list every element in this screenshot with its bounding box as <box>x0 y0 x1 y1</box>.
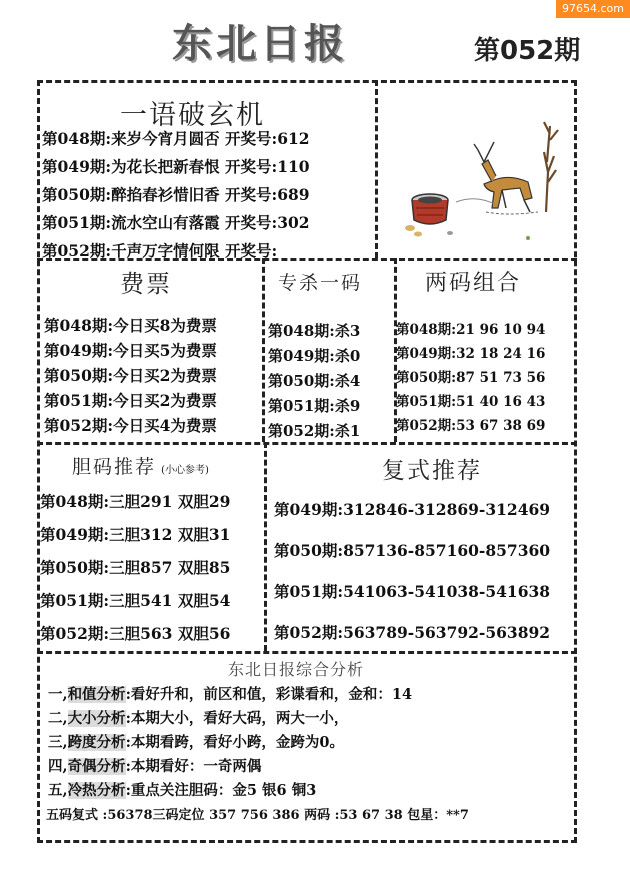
analysis-text: :重点关注胆码：金5 银6 铜3 <box>125 782 317 799</box>
kill-row: 第051期:杀9 <box>268 397 361 415</box>
combo-title: 两码组合 <box>425 271 522 296</box>
free-row: 第050期:今日买2为费票 <box>44 366 217 385</box>
free-title: 费票 <box>120 270 172 298</box>
dan-heading <box>72 452 209 479</box>
draw-number: 302 <box>277 213 310 232</box>
multi-row: 第052期:563789-563792-563892 <box>274 623 551 642</box>
analysis-label: 和值分析 <box>67 686 126 703</box>
draw-label: 开奖号: <box>225 213 278 232</box>
kill-row: 第048期:杀3 <box>268 322 361 340</box>
watermark: 97654.com <box>556 0 630 18</box>
riddle-row <box>42 156 310 178</box>
draw-number: 612 <box>277 129 310 148</box>
draw-label: 开奖号: <box>225 185 278 204</box>
draw-number: 689 <box>277 185 310 204</box>
dan-list <box>40 491 230 656</box>
draw-label: 开奖号: <box>225 157 278 176</box>
period: 第050期: <box>42 185 112 204</box>
combo-row: 第048期:21 96 10 94 <box>396 322 546 338</box>
issue-number: 第052期 <box>474 36 581 66</box>
free-list <box>44 315 217 440</box>
analysis-row <box>48 756 412 780</box>
free-row: 第048期:今日买8为费票 <box>44 316 217 335</box>
draw-number: 110 <box>277 157 310 176</box>
analysis-index: 三, <box>48 734 68 751</box>
analysis-footer: 五码复式 :56378三码定位 357 756 386 两码 :53 67 38 包星：**7 <box>46 808 469 823</box>
riddle-text: 醉掐春衫惜旧香 <box>111 185 220 204</box>
analysis-text: :本期看好：一奇两偶 <box>125 758 262 775</box>
period: 第049期: <box>42 157 112 176</box>
riddle-title: 一语破玄机 <box>120 100 265 131</box>
free-row: 第051期:今日买2为费票 <box>44 391 217 410</box>
combo-row: 第049期:32 18 24 16 <box>396 346 546 362</box>
analysis-text: :本期大小，看好大码，两大一小， <box>125 710 349 727</box>
multi-row: 第051期:541063-541038-541638 <box>274 582 551 601</box>
analysis-title: 东北日报综合分析 <box>228 660 365 679</box>
combo-list <box>396 319 545 439</box>
dan-row: 第051期:三胆541 双胆54 <box>40 591 231 610</box>
dan-row: 第050期:三胆857 双胆85 <box>40 558 231 577</box>
riddle-list <box>42 128 310 262</box>
analysis-label: 跨度分析 <box>67 734 126 751</box>
kill-row: 第049期:杀0 <box>268 347 361 365</box>
riddle-row <box>42 240 310 262</box>
combo-row: 第052期:53 67 38 69 <box>396 418 546 434</box>
kill-row: 第050期:杀4 <box>268 372 361 390</box>
period: 第052期: <box>42 241 112 260</box>
riddle-row <box>42 184 310 206</box>
masthead-title: 东北日报 <box>172 21 348 67</box>
riddle-row <box>42 128 310 150</box>
draw-label: 开奖号: <box>225 129 278 148</box>
analysis-list <box>48 684 412 804</box>
multi-row: 第050期:857136-857160-857360 <box>274 541 551 560</box>
divider-v-free <box>262 258 265 442</box>
dan-title: 胆码推荐 <box>72 456 157 478</box>
period: 第051期: <box>42 213 112 232</box>
dan-caption: (小心参考) <box>161 465 209 476</box>
analysis-label: 冷热分析 <box>67 782 126 799</box>
period: 第048期: <box>42 129 112 148</box>
analysis-index: 四, <box>48 758 68 775</box>
analysis-row <box>48 708 412 732</box>
analysis-row <box>48 780 412 804</box>
analysis-index: 五, <box>48 782 68 799</box>
free-row: 第052期:今日买4为费票 <box>44 416 217 435</box>
analysis-text: :本期看跨，看好小跨，金跨为0。 <box>125 734 345 751</box>
riddle-text: 来岁今宵月圆否 <box>111 129 220 148</box>
multi-row: 第049期:312846-312869-312469 <box>274 500 551 519</box>
riddle-row <box>42 212 310 234</box>
divider-v-riddle <box>375 80 378 258</box>
riddle-text: 流水空山有落霞 <box>111 213 220 232</box>
kill-title: 专杀一码 <box>278 272 363 294</box>
dan-row: 第052期:三胆563 双胆56 <box>40 624 231 643</box>
dan-row: 第048期:三胆291 双胆29 <box>40 492 231 511</box>
analysis-label: 大小分析 <box>67 710 126 727</box>
multi-list <box>274 499 550 663</box>
dan-row: 第049期:三胆312 双胆31 <box>40 525 231 544</box>
analysis-label: 奇偶分析 <box>67 758 126 775</box>
analysis-index: 二, <box>48 710 68 727</box>
combo-row: 第051期:51 40 16 43 <box>396 394 546 410</box>
free-row: 第049期:今日买5为费票 <box>44 341 217 360</box>
multi-title: 复式推荐 <box>382 458 482 484</box>
analysis-text: :看好升和，前区和值，彩谍看和，金和：14 <box>125 686 413 703</box>
kill-row: 第052期:杀1 <box>268 422 361 440</box>
riddle-text: 为花长把新春恨 <box>111 157 220 176</box>
analysis-row <box>48 732 412 756</box>
kill-list <box>268 320 360 445</box>
combo-row: 第050期:87 51 73 56 <box>396 370 546 386</box>
analysis-row <box>48 684 412 708</box>
analysis-index: 一, <box>48 686 68 703</box>
riddle-text: 千声万字情何限 <box>111 241 220 260</box>
divider-v-dan <box>264 442 267 651</box>
draw-label: 开奖号: <box>225 241 278 260</box>
well-deer-illustration <box>398 112 566 250</box>
